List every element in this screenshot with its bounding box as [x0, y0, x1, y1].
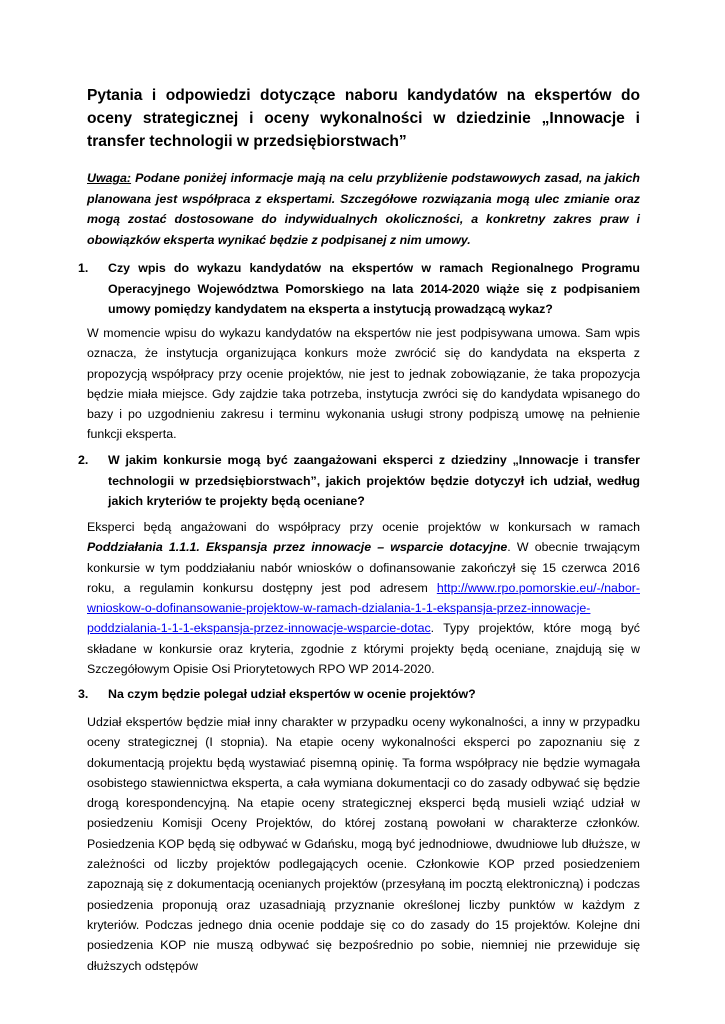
- question-1-text: Czy wpis do wykazu kandydatów na ekspertów w ramach Regionalnego Programu Operacyjnego Województwa Pomorskiego na lata 2014-2020 wiąże się z podpisaniem umowy pomiędzy kandydatem na eksperta a instytucją prowadzącą wykaz?: [108, 261, 640, 316]
- answer-2-part-a: Eksperci będą angażowani do współpracy przy ocenie projektów w konkursach w ramach: [87, 520, 640, 534]
- question-2-number: 2.: [78, 453, 89, 467]
- question-2: [78, 450, 640, 512]
- note-paragraph: [87, 168, 640, 250]
- question-3-text: Na czym będzie polegał udział ekspertów w ocenie projektów?: [108, 687, 476, 701]
- answer-3: Udział ekspertów będzie miał inny charakter w przypadku oceny wykonalności, a inny w przypadku oceny strategicznej (I stopnia). Na etapie oceny wykonalności eksperci po zapoznaniu się z dokumentacją projektu będą wystawiać pisemną opinię. Ta forma współpracy nie będzie wymagała osobistego stawiennictwa eksperta, a cała wymiana dokumentacji co do zasady odbywać się będzie drogą korespondencyjną. Na etapie oceny strategicznej eksperci będą musieli wziąć udział w posiedzeniu Komisji Oceny Projektów, do której zostaną powołani w charakterze członków. Posiedzenia KOP będą się odbywać w Gdańsku, mogą być jednodniowe, dwudniowe lub dłuższe, w zależności od liczby projektów podlegających ocenie. Członkowie KOP przed posiedzeniem zapoznają się z dokumentacją ocenianych projektów (przesyłaną im pocztą elektroniczną) i podczas posiedzenia proponują oraz uzasadniają przyznanie określonej liczby punktów w każdym z kryteriów. Podczas jednego dnia ocenie poddaje się co do zasady do 15 projektów. Kolejne dni posiedzenia KOP nie muszą odbywać się bezpośrednio po sobie, niemniej nie przewiduje się dłuższych odstępów: [87, 715, 640, 973]
- question-1-number: 1.: [78, 261, 89, 275]
- answer-2-subaction: Poddziałania 1.1.1. Ekspansja przez innowacje – wsparcie dotacyjne: [87, 540, 508, 555]
- answer-2-part-c: . W obecnie trwającym konkursie w tym poddziałaniu nabór wniosków o dofinansowanie zakończył się 15 czerwca 2016 roku, a regulamin konkursu dostępny jest pod adresem: [87, 540, 640, 595]
- answer-2-part-d: . Typy projektów, które mogą być składane w konkursie oraz kryteria, zgodnie z którymi projekty będą oceniane, znajdują się w Szczegółowym Opisie Osi Priorytetowych RPO WP 2014-2020.: [87, 621, 640, 677]
- question-3-number: 3.: [78, 687, 89, 701]
- answer-2: [87, 517, 640, 679]
- question-3: [78, 684, 640, 705]
- answer-2-link[interactable]: http://www.rpo.pomorskie.eu/-/nabor-wnioskow-o-dofinansowanie-projektow-w-ramach-dzialania-1-1-ekspansja-przez-innowacje-poddzialania-1-1-1-ekspansja-przez-innowacje-wsparcie-dotac: [87, 580, 640, 636]
- note-label: Uwaga:: [87, 171, 132, 185]
- answer-1: W momencie wpisu do wykazu kandydatów na ekspertów nie jest podpisywana umowa. Sam wpis oznacza, że instytucja organizująca konkurs może zwrócić się do kandydata na eksperta z propozycją współpracy przy ocenie projektów, nie jest to jednak zobowiązanie, że taka propozycja będzie miała miejsce. Gdy zajdzie taka potrzeba, instytucja zwróci się do kandydata wpisanego do bazy i po uzgodnieniu zakresu i terminu wykonania usługi strony podpiszą umowę na pełnienie funkcji eksperta.: [87, 326, 640, 442]
- question-1: [78, 258, 640, 320]
- question-2-text: W jakim konkursie mogą być zaangażowani eksperci z dziedziny „Innowacje i transfer technologii w przedsiębiorstwach”, jakich projektów będzie dotyczył ich udział, według jakich kryteriów te projekty będą oceniane?: [108, 453, 640, 508]
- note-text: Podane poniżej informacje mają na celu przybliżenie podstawowych zasad, na jakich planowana jest współpraca z ekspertami. Szczegółowe rozwiązania mogą ulec zmianie oraz mogą zostać dostosowane do indywidualnych okoliczności, a konkretny zakres praw i obowiązków eksperta wynikać będzie z podpisanej z nim umowy.: [87, 171, 640, 247]
- document-title: Pytania i odpowiedzi dotyczące naboru kandydatów na ekspertów do oceny strategicznej i oceny wykonalności w dziedzinie „Innowacje i transfer technologii w przedsiębiorstwach”: [87, 87, 640, 150]
